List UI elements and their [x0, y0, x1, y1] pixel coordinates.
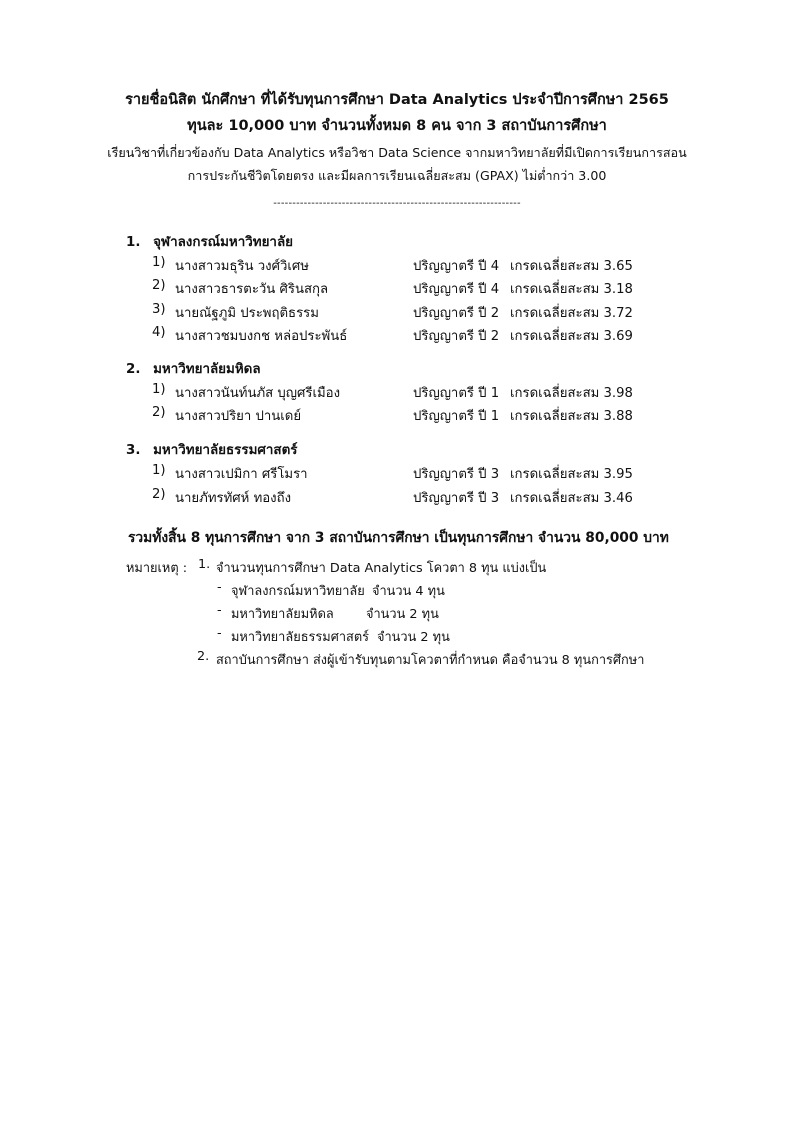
title-line-2: ทุนละ 10,000 บาท จำนวนทั้งหมด 8 คน จาก 3 สถาบันการศึกษา: [187, 118, 607, 134]
student-gpa: เกรดเฉลี่ยสะสม 3.18: [510, 282, 633, 297]
institution-name: จุฬาลงกรณ์มหาวิทยาลัย: [153, 235, 293, 250]
student-level: ปริญญาตรี ปี 3: [413, 467, 500, 482]
student-index: 2): [152, 278, 166, 293]
quota-institution: มหาวิทยาลัยธรรมศาสตร์: [231, 630, 369, 645]
student-level: ปริญญาตรี ปี 1: [413, 409, 500, 424]
institution-name: มหาวิทยาลัยธรรมศาสตร์: [153, 443, 298, 458]
student-index: 4): [152, 325, 166, 340]
remark-2-number: 2.: [197, 649, 210, 664]
student-level: ปริญญาตรี ปี 3: [413, 491, 500, 506]
institution-heading: [126, 439, 297, 460]
student-index: 1): [152, 463, 166, 478]
student-gpa: เกรดเฉลี่ยสะสม 3.69: [510, 329, 633, 344]
student-level: ปริญญาตรี ปี 4: [413, 282, 500, 297]
student-name: นายณัฐภูมิ ประพฤติธรรม: [175, 306, 319, 321]
student-index: 1): [152, 382, 166, 397]
quota-institution: จุฬาลงกรณ์มหาวิทยาลัย: [231, 584, 365, 599]
remark-1-number: 1.: [198, 557, 211, 572]
student-index: 2): [152, 487, 166, 502]
student-name: นางสาวชมบงกช หล่อประพันธ์: [175, 329, 348, 344]
institution-number: 1.: [126, 235, 141, 250]
title-line-1: รายชื่อนิสิต นักศึกษา ที่ได้รับทุนการศึกษา Data Analytics ประจำปีการศึกษา 2565: [125, 92, 669, 108]
quota-institution: มหาวิทยาลัยมหิดล: [231, 607, 334, 622]
student-name: นางสาวปริยา ปานเดย์: [175, 409, 302, 424]
institution-number: 3.: [126, 443, 141, 458]
student-name: นายภัทรทัศห์ ทองถึง: [175, 491, 292, 506]
quota-amount: จำนวน 2 ทุน: [377, 630, 450, 645]
institution-heading: [126, 231, 293, 252]
student-name: นางสาวธารตะวัน ศิรินสกุล: [175, 282, 329, 297]
student-gpa: เกรดเฉลี่ยสะสม 3.46: [510, 491, 633, 506]
student-name: นางสาวมธุริน วงศ์วิเศษ: [175, 259, 309, 274]
divider-line: -----------------------------------------------------------------: [273, 198, 521, 209]
institution-name: มหาวิทยาลัยมหิดล: [153, 362, 261, 377]
student-level: ปริญญาตรี ปี 4: [413, 259, 500, 274]
student-level: ปริญญาตรี ปี 1: [413, 386, 500, 401]
remark-1-text: จำนวนทุนการศึกษา Data Analytics โควตา 8 ทุน แบ่งเป็น: [216, 561, 547, 576]
subtitle-line-2: การประกันชีวิตโดยตรง และมีผลการเรียนเฉลี่ยสะสม (GPAX) ไม่ต่ำกว่า 3.00: [187, 168, 607, 183]
quota-dash: -: [217, 580, 222, 595]
total-summary: รวมทั้งสิ้น 8 ทุนการศึกษา จาก 3 สถาบันการศึกษา เป็นทุนการศึกษา จำนวน 80,000 บาท: [128, 530, 669, 546]
student-index: 3): [152, 302, 166, 317]
student-gpa: เกรดเฉลี่ยสะสม 3.65: [510, 259, 633, 274]
quota-dash: -: [217, 603, 222, 618]
student-level: ปริญญาตรี ปี 2: [413, 306, 500, 321]
student-index: 2): [152, 405, 166, 420]
institution-number: 2.: [126, 362, 141, 377]
student-gpa: เกรดเฉลี่ยสะสม 3.72: [510, 306, 633, 321]
subtitle-line-1: เรียนวิชาที่เกี่ยวข้องกับ Data Analytics หรือวิชา Data Science จากมหาวิทยาลัยที่มีเปิดการเรียนการสอน: [107, 145, 687, 160]
remarks-label: หมายเหตุ :: [126, 561, 188, 576]
student-name: นางสาวเปมิกา ศรีโมรา: [175, 467, 308, 482]
quota-dash: -: [217, 626, 222, 641]
quota-amount: จำนวน 4 ทุน: [372, 584, 445, 599]
institution-heading: [126, 358, 261, 379]
student-index: 1): [152, 255, 166, 270]
student-level: ปริญญาตรี ปี 2: [413, 329, 500, 344]
student-gpa: เกรดเฉลี่ยสะสม 3.98: [510, 386, 633, 401]
remark-2-text: สถาบันการศึกษา ส่งผู้เข้ารับทุนตามโควตาที่กำหนด คือจำนวน 8 ทุนการศึกษา: [216, 653, 645, 668]
quota-amount: จำนวน 2 ทุน: [366, 607, 439, 622]
student-name: นางสาวนันท์นภัส บุญศรีเมือง: [175, 386, 341, 401]
student-gpa: เกรดเฉลี่ยสะสม 3.88: [510, 409, 633, 424]
student-gpa: เกรดเฉลี่ยสะสม 3.95: [510, 467, 633, 482]
